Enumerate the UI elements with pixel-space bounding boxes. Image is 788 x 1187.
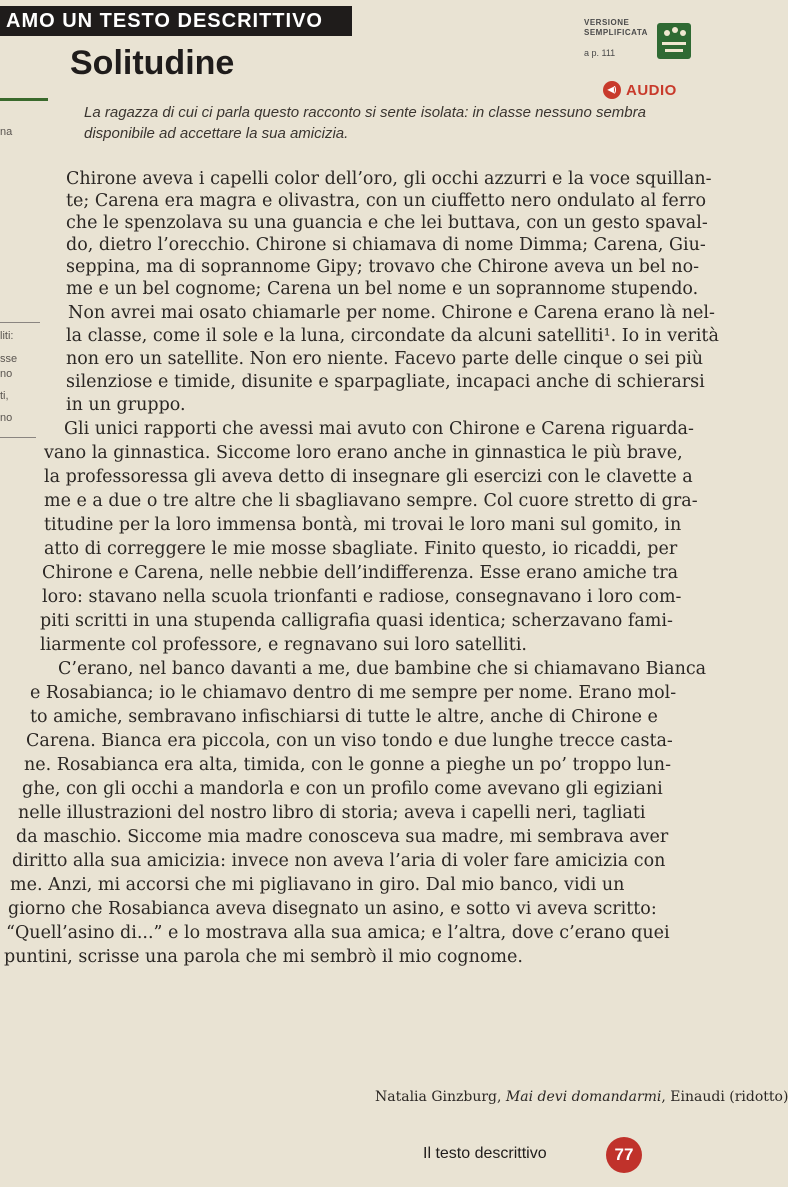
text-line: liarmente col professore, e regnavano sui loro satelliti. bbox=[40, 635, 527, 655]
margin-note: liti: bbox=[0, 330, 14, 342]
margin-note: no bbox=[0, 412, 13, 424]
text-line: e Rosabianca; io le chiamavo dentro di me sempre per nome. Erano mol- bbox=[30, 683, 677, 703]
audio-button[interactable] bbox=[603, 80, 677, 100]
margin-note: sse bbox=[0, 353, 18, 365]
text-line: in un gruppo. bbox=[66, 395, 186, 415]
audio-icon: ◀) bbox=[603, 81, 621, 99]
text-line: “Quell’asino di...” e lo mostrava alla sua amica; e l’altra, dove c’erano quei bbox=[6, 923, 670, 943]
margin-note: na bbox=[0, 126, 13, 138]
simplified-version-icon[interactable] bbox=[656, 22, 692, 60]
version-label-line2: SEMPLIFICATA bbox=[584, 28, 648, 37]
text-line: ghe, con gli occhi a mandorla e con un profilo come avevano gli egiziani bbox=[22, 779, 663, 799]
version-page-ref: a p. 111 bbox=[584, 48, 616, 58]
text-line: te; Carena era magra e olivastra, con un ciuffetto nero ondulato al ferro bbox=[66, 191, 706, 211]
text-line: puntini, scrisse una parola che mi sembrò il mio cognome. bbox=[4, 947, 523, 967]
version-label-line1: VERSIONE bbox=[584, 18, 630, 27]
margin-rule bbox=[0, 322, 40, 323]
text-line: Gli unici rapporti che avessi mai avuto con Chirone e Carena riguarda- bbox=[64, 419, 694, 439]
text-line: me. Anzi, mi accorsi che mi pigliavano in giro. Dal mio banco, vidi un bbox=[10, 875, 625, 895]
text-line: Chirone e Carena, nelle nebbie dell’indifferenza. Esse erano amiche tra bbox=[42, 563, 679, 583]
text-line: diritto alla sua amicizia: invece non aveva l’aria di voler fare amicizia con bbox=[12, 851, 666, 871]
text-line: Non avrei mai osato chiamarle per nome. Chirone e Carena erano là nel- bbox=[68, 303, 715, 323]
text-line: C’erano, nel banco davanti a me, due bambine che si chiamavano Bianca bbox=[58, 659, 707, 679]
text-line: me e un bel cognome; Carena un bel nome e un soprannome stupendo. bbox=[66, 279, 699, 299]
text-line: silenziose e timide, disunite e sparpagliate, incapaci anche di schierarsi bbox=[66, 372, 705, 392]
text-line: la professoressa gli aveva detto di insegnare gli esercizi con le clavette a bbox=[44, 467, 693, 487]
source-citation bbox=[375, 1089, 788, 1105]
citation-author: Natalia Ginzburg, bbox=[375, 1089, 506, 1105]
text-line: to amiche, sembravano infischiarsi di tutte le altre, anche di Chirone e bbox=[30, 707, 658, 727]
text-line: nelle illustrazioni del nostro libro di storia; aveva i capelli neri, tagliati bbox=[18, 803, 646, 823]
text-line: che le spenzolava su una guancia e che lei buttava, con un gesto spaval- bbox=[66, 213, 708, 233]
audio-label: AUDIO bbox=[626, 81, 677, 99]
intro-text: La ragazza di cui ci parla questo racconto si sente isolata: in classe nessuno sembra disponibile ad accettare la sua amicizia. bbox=[84, 104, 646, 142]
citation-work: Mai devi domandarmi bbox=[505, 1089, 662, 1105]
text-line: me e a due o tre altre che li sbagliavano sempre. Col cuore stretto di gra- bbox=[44, 491, 698, 511]
text-line: non ero un satellite. Non ero niente. Facevo parte delle cinque o sei più bbox=[66, 349, 704, 369]
margin-note: ti, bbox=[0, 390, 9, 402]
text-line: la classe, come il sole e la luna, circondate da alcuni satelliti¹. Io in verità bbox=[66, 326, 719, 346]
text-line: da maschio. Siccome mia madre conosceva sua madre, mi sembrava aver bbox=[16, 827, 669, 847]
text-line: do, dietro l’orecchio. Chirone si chiamava di nome Dimma; Carena, Giu- bbox=[66, 235, 706, 255]
text-line: atto di correggere le mie mosse sbagliate. Finito questo, io ricaddi, per bbox=[44, 539, 678, 559]
margin-note: no bbox=[0, 368, 13, 380]
margin-rule bbox=[0, 437, 36, 438]
text-line: Carena. Bianca era piccola, con un viso tondo e due lunghe trecce casta- bbox=[26, 731, 673, 751]
text-line: Chirone aveva i capelli color dell’oro, gli occhi azzurri e la voce squillan- bbox=[66, 169, 712, 189]
version-label bbox=[584, 18, 648, 38]
text-line: loro: stavano nella scuola trionfanti e radiose, consegnavano i loro com- bbox=[42, 587, 682, 607]
text-line: piti scritti in una stupenda calligrafia quasi identica; scherzavano fami- bbox=[40, 611, 673, 631]
text-line: giorno che Rosabianca aveva disegnato un asino, e sotto vi aveva scritto: bbox=[8, 899, 657, 919]
citation-publisher: , Einaudi (ridotto) bbox=[661, 1089, 788, 1105]
text-line: vano la ginnastica. Siccome loro erano anche in ginnastica le più brave, bbox=[44, 443, 683, 463]
section-banner: AMO UN TESTO DESCRITTIVO bbox=[0, 6, 352, 36]
text-line: ne. Rosabianca era alta, timida, con le gonne a pieghe un po’ troppo lun- bbox=[24, 755, 671, 775]
footer-section-label: Il testo descrittivo bbox=[423, 1145, 547, 1162]
page-number: 77 bbox=[606, 1137, 642, 1173]
text-line: seppina, ma di soprannome Gipy; trovavo che Chirone aveva un bel no- bbox=[66, 257, 700, 277]
header-divider bbox=[0, 98, 48, 101]
page-title: Solitudine bbox=[70, 44, 235, 82]
text-line: titudine per la loro immensa bontà, mi trovai le loro mani sul gomito, in bbox=[44, 515, 682, 535]
